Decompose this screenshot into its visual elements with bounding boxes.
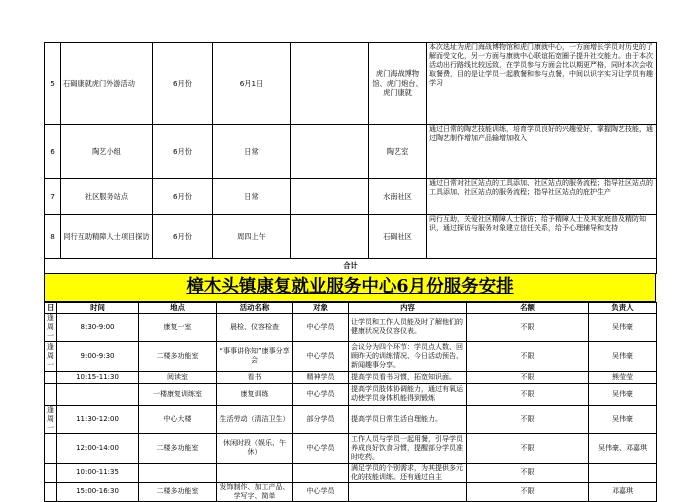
- schedule-quota: 不限: [467, 405, 589, 433]
- schedule-quota: 不限: [467, 371, 589, 383]
- schedule-content: 提高学员肢体协调能力，通过有氧运动使学员身体机能得到锻炼: [349, 383, 467, 405]
- activity-date: 日常: [213, 125, 291, 179]
- row-number: 5: [45, 43, 61, 125]
- schedule-activity: 康复训练: [217, 383, 293, 405]
- activity-month: 6月份: [153, 179, 213, 215]
- activity-description: 通过日常的陶艺技能训练，培育学员良好的兴趣爱好，掌握陶艺技能，通过陶艺制作增加产品输增加收入: [427, 125, 657, 179]
- schedule-owner: 吴伟豪: [589, 313, 657, 341]
- day-cell: [45, 482, 57, 501]
- activity-date: 6月1日: [213, 43, 291, 125]
- activity-name: 社区服务站点: [61, 179, 153, 215]
- header-content: 内容: [349, 303, 467, 314]
- activity-date: 周四上午: [213, 215, 291, 259]
- activity-description: 本次选址为虎门海战博物馆和虎门康就中心，一方面增长学员对历史的了解而受文化，另一方面与康就中心联谊拓宽圈子提升社交能力。由于本次活动出行路线比较远致，在学员参与方面会比以期更严格，同时本次会收取餐费，目的是让学员一起教餐和参与点餐，中间以识字实习让学员有趣学习: [427, 43, 657, 125]
- schedule-table: [44, 302, 657, 502]
- day-cell: 逢周一: [45, 313, 57, 341]
- day-cell: [45, 383, 57, 405]
- table-row: [45, 371, 657, 383]
- table-row: [45, 482, 657, 501]
- schedule-target: 精神学员: [293, 371, 349, 383]
- schedule-target: 中心学员: [293, 383, 349, 405]
- schedule-place: 一楼康复训练室: [139, 383, 217, 405]
- activity-month: 6月份: [153, 43, 213, 125]
- schedule-quota: 不限: [467, 433, 589, 463]
- schedule-activity: 休闲时段（娱乐、午休）: [217, 433, 293, 463]
- schedule-content: 会议分为四个环节：学员点人数、回顾昨天的训练情况、今日活动预告、新闻趣事分享。: [349, 341, 467, 371]
- schedule-quota: 不限: [467, 341, 589, 371]
- activity-table: [44, 42, 657, 274]
- spreadsheet-sheet: [44, 42, 656, 502]
- schedule-quota: 不限: [467, 463, 589, 482]
- table-row: [45, 433, 657, 463]
- schedule-content: 提高学员看书习惯，拓宽知识面。: [349, 371, 467, 383]
- schedule-activity: [217, 463, 293, 482]
- day-cell: [45, 371, 57, 383]
- table-row: [45, 383, 657, 405]
- schedule-time: 9:00-9:30: [57, 341, 139, 371]
- activity-name: 石碣康就虎门外游活动: [61, 43, 153, 125]
- table-row: [45, 125, 657, 179]
- activity-location: 陶艺室: [369, 125, 427, 179]
- activity-place: [291, 43, 369, 125]
- day-cell: [45, 463, 57, 482]
- header-time: 时间: [57, 303, 139, 314]
- schedule-time: 15:00-16:30: [57, 482, 139, 501]
- schedule-target: 中心学员: [293, 341, 349, 371]
- schedule-owner: 邓嘉琪: [589, 482, 657, 501]
- row-number: 7: [45, 179, 61, 215]
- schedule-activity: 生活劳动（清洁卫生）: [217, 405, 293, 433]
- activity-location: 虎门海战博物馆、虎门炮台、虎门康就: [369, 43, 427, 125]
- schedule-time: 10:00-11:35: [57, 463, 139, 482]
- table-row: [45, 215, 657, 259]
- schedule-content: 让学员和工作人员能及时了解他们的健康状况及仪容仪表。: [349, 313, 467, 341]
- schedule-time: 12:00-14:00: [57, 433, 139, 463]
- schedule-place: 康复一室: [139, 313, 217, 341]
- activity-place: [291, 179, 369, 215]
- schedule-place: 阅读室: [139, 371, 217, 383]
- schedule-time: 11:30-12:00: [57, 405, 139, 433]
- activity-month: 6月份: [153, 125, 213, 179]
- activity-date: 日常: [213, 179, 291, 215]
- schedule-time: 8:30-9:00: [57, 313, 139, 341]
- schedule-content: 满足学员的个别需求，为其提供多元化的技能训练。还有通过自主: [349, 463, 467, 482]
- schedule-place: 中心大楼: [139, 405, 217, 433]
- schedule-header-row: [45, 303, 657, 314]
- schedule-activity: 晨检、仪容检查: [217, 313, 293, 341]
- schedule-time: 10:15-11:30: [57, 371, 139, 383]
- schedule-place: 二楼多功能室: [139, 341, 217, 371]
- schedule-quota: 不限: [467, 313, 589, 341]
- activity-description: 同行互助，关爱社区精障人士探访；给予精障人士及其家庭普及精防知识，通过探访与服务对象建立信任关系，给予心理辅导和支持: [427, 215, 657, 259]
- table-row: [45, 405, 657, 433]
- activity-name: 同行互助精障人士项目探访: [61, 215, 153, 259]
- activity-location: 水南社区: [369, 179, 427, 215]
- header-day: 日: [45, 303, 57, 314]
- schedule-owner: 吴伟豪、邓嘉琪: [589, 433, 657, 463]
- activity-place: [291, 215, 369, 259]
- activity-description: 通过日常对社区站点的工具添加、社区站点的服务流程；指导社区站点的工具添加、社区站点的服务流程；指导社区站点的庇护生产: [427, 179, 657, 215]
- header-activity: 活动名称: [217, 303, 293, 314]
- total-row: [45, 259, 657, 274]
- schedule-content: 提高学员日常生活自理能力。: [349, 405, 467, 433]
- schedule-owner: 熊莹莹: [589, 371, 657, 383]
- schedule-quota: 不限: [467, 383, 589, 405]
- schedule-target: 部分学员: [293, 405, 349, 433]
- page-title: 樟木头镇康复就业服务中心6月份服务安排: [44, 274, 656, 302]
- schedule-place: 二楼多功能室: [139, 482, 217, 501]
- schedule-target: 中心学员: [293, 433, 349, 463]
- schedule-activity: 看书: [217, 371, 293, 383]
- schedule-owner: 吴伟豪: [589, 405, 657, 433]
- schedule-place: 二楼多功能室: [139, 433, 217, 463]
- schedule-quota: 不限: [467, 482, 589, 501]
- activity-name: 陶艺小组: [61, 125, 153, 179]
- total-label: 合计: [45, 259, 657, 274]
- schedule-time: [57, 383, 139, 405]
- header-quota: 名额: [467, 303, 589, 314]
- schedule-owner: [589, 463, 657, 482]
- activity-month: 6月份: [153, 215, 213, 259]
- schedule-target: [293, 463, 349, 482]
- activity-location: 石碣社区: [369, 215, 427, 259]
- table-row: [45, 463, 657, 482]
- day-cell: 逢周一: [45, 405, 57, 433]
- schedule-activity: “事事讲你知”康事分享会: [217, 341, 293, 371]
- schedule-owner: 吴伟豪: [589, 383, 657, 405]
- header-place: 地点: [139, 303, 217, 314]
- table-row: [45, 341, 657, 371]
- table-row: [45, 43, 657, 125]
- activity-place: [291, 125, 369, 179]
- header-owner: 负责人: [589, 303, 657, 314]
- schedule-target: 中心学员: [293, 482, 349, 501]
- schedule-place: [139, 463, 217, 482]
- table-row: [45, 313, 657, 341]
- schedule-content: [349, 482, 467, 501]
- schedule-owner: 吴伟豪: [589, 341, 657, 371]
- row-number: 6: [45, 125, 61, 179]
- header-target: 对象: [293, 303, 349, 314]
- schedule-target: 中心学员: [293, 313, 349, 341]
- day-cell: [45, 433, 57, 463]
- schedule-content: 工作人员与学员一起用餐，引导学员养成良好饮食习惯，提醒部分学员准时吃药。: [349, 433, 467, 463]
- row-number: 8: [45, 215, 61, 259]
- table-row: [45, 179, 657, 215]
- day-cell: 逢周一: [45, 341, 57, 371]
- schedule-activity: 发饰制作、加工产品、学写字、简单: [217, 482, 293, 501]
